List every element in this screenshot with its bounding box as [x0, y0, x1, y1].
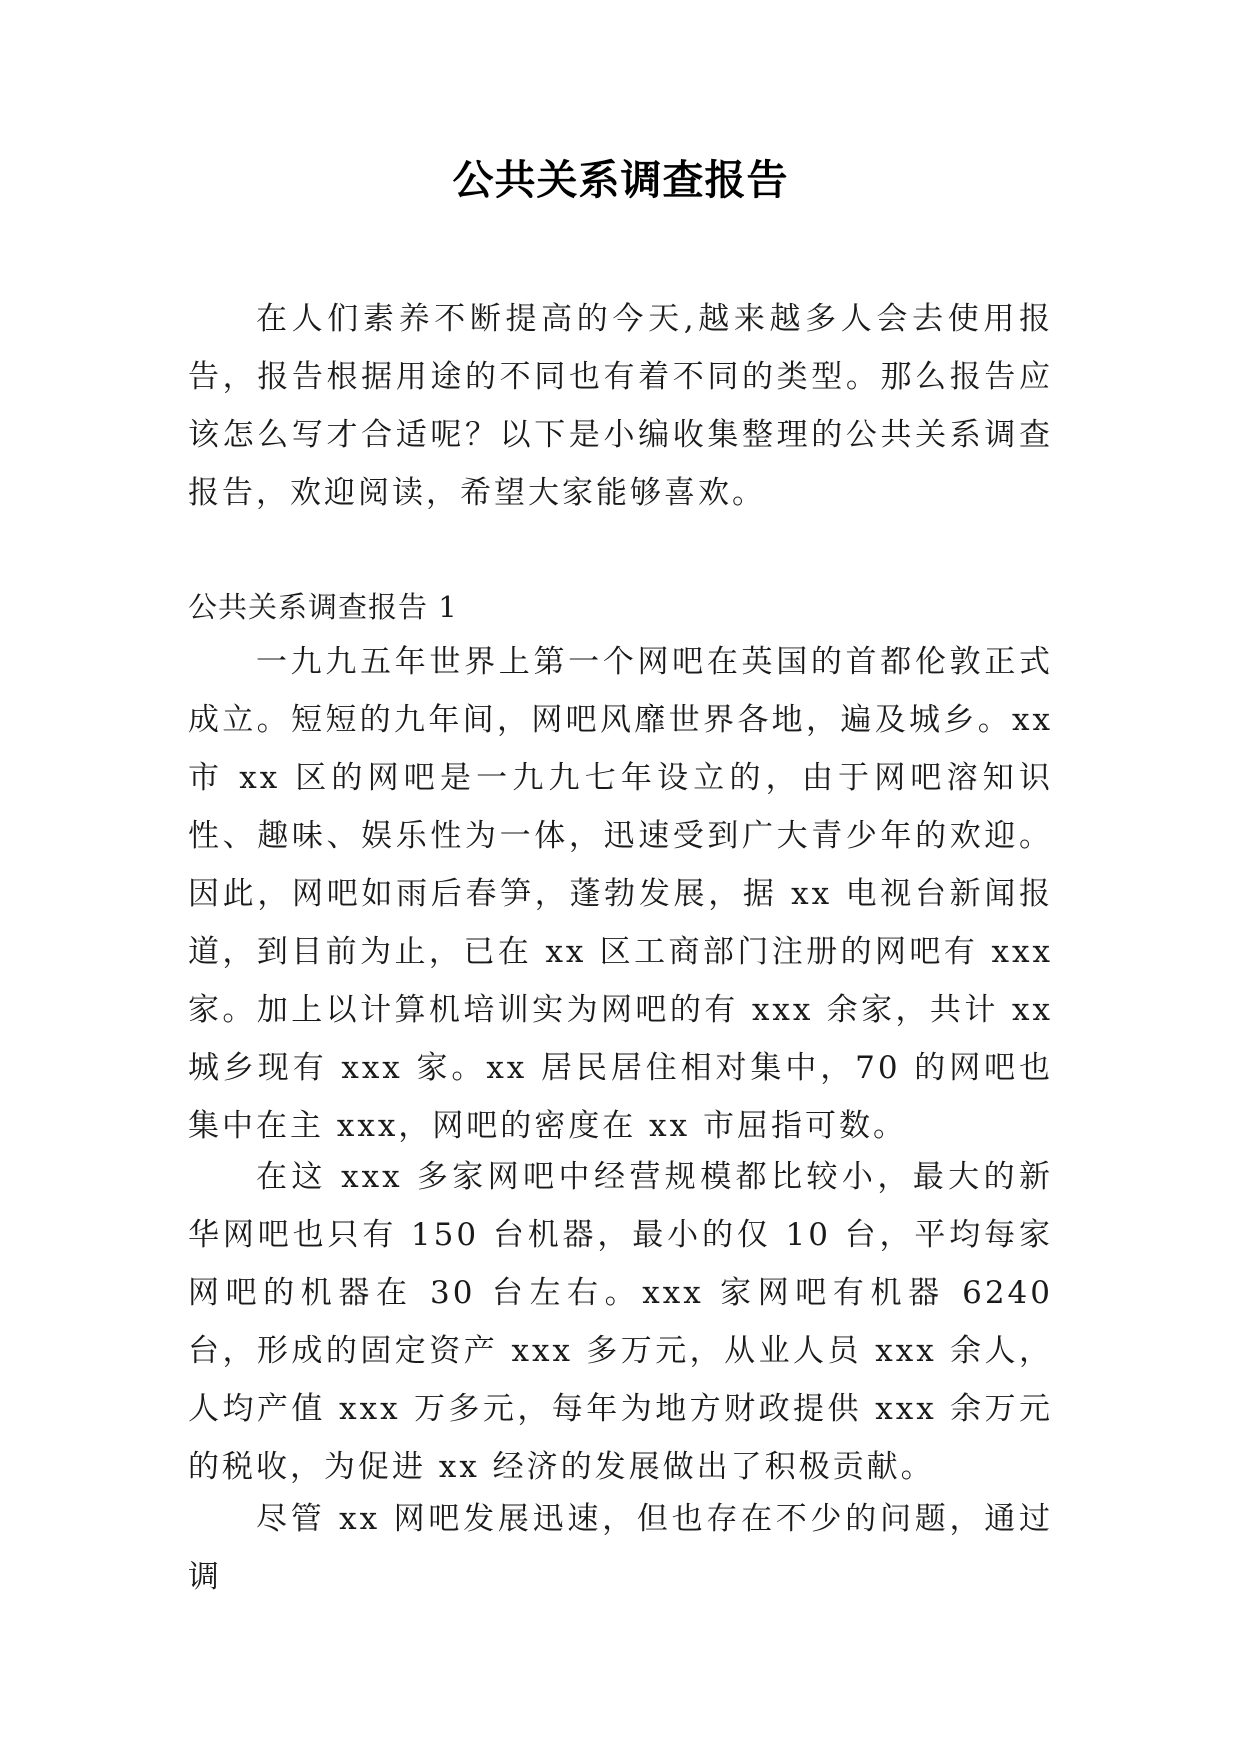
body-paragraph-3: 尽管 xx 网吧发展迅速，但也存在不少的问题，通过调	[188, 1501, 1053, 1595]
document-title: 公共关系调查报告	[452, 156, 789, 204]
section-heading: 公共关系调查报告 1	[188, 590, 458, 624]
body-paragraph-1: 一九九五年世界上第一个网吧在英国的首都伦敦正式成立。短短的九年间，网吧风靡世界各地，遍及城乡。xx 市 xx 区的网吧是一九九七年设立的，由于网吧溶知识性、趣味、娱乐性为一体，迅速受到广大青少年的欢迎。因此，网吧如雨后春笋，蓬勃发展，据 xx 电视台新闻报道，到目前为止，已在 xx 区工商部门注册的网吧有 xxx 家。加上以计算机培训实为网吧的有 xxx 余家，共计 xx 城乡现有 xxx 家。xx 居民居住相对集中，70 的网吧也集中在主 xxx，网吧的密度在 xx 市屈指可数。	[188, 644, 1053, 1144]
intro-paragraph: 在人们素养不断提高的今天,越来越多人会去使用报告，报告根据用途的不同也有着不同的类型。那么报告应该怎么写才合适呢？以下是小编收集整理的公共关系调查报告，欢迎阅读，希望大家能够喜欢。	[188, 301, 1053, 511]
body-paragraph-2: 在这 xxx 多家网吧中经营规模都比较小，最大的新华网吧也只有 150 台机器，最小的仅 10 台，平均每家网吧的机器在 30 台左右。xxx 家网吧有机器 6240 台，形成的固定资产 xxx 多万元，从业人员 xxx 余人，人均产值 xxx 万多元，每年为地方财政提供 xxx 余万元的税收，为促进 xx 经济的发展做出了积极贡献。	[188, 1159, 1053, 1485]
